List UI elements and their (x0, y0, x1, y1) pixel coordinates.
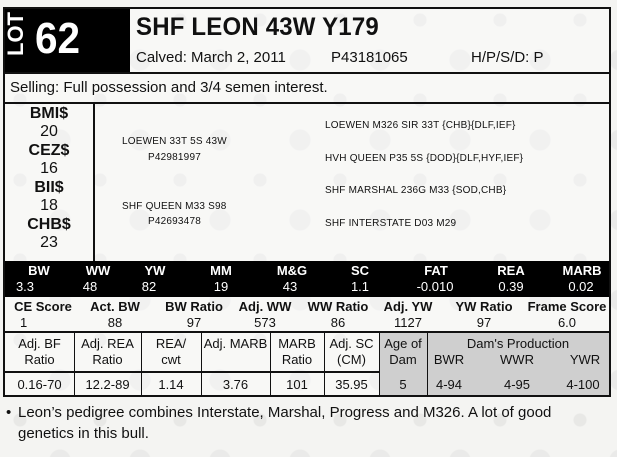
bull-name: SHF LEON 43W Y179 (136, 13, 379, 41)
epd-value: 1.1 (350, 279, 370, 294)
sale-note (6, 402, 606, 444)
carcass-header-line: Adj. REA (81, 336, 134, 351)
carcass-value: 1.14 (158, 377, 184, 392)
pedigree-section (5, 104, 609, 261)
perf-value: 573 (254, 315, 276, 330)
carcass-header (141, 336, 201, 368)
sale-note-text: Leon’s pedigree combines Interstate, Marshal, Progress and M326. A lot of good genetics in this bull. (18, 404, 552, 442)
selling-terms: Selling: Full possession and 3/4 semen interest. (5, 74, 609, 104)
registration-number: P43181065 (331, 49, 408, 66)
carcass-header-line: Dam (389, 352, 417, 367)
lot-card (3, 7, 611, 397)
epd-value: 43 (282, 279, 298, 294)
carcass-value: 12.2-89 (85, 377, 130, 392)
dam-sire-name: SHF MARSHAL 236G M33 {SOD,CHB} (325, 185, 507, 196)
perf-header: Adj. WW (238, 299, 292, 314)
epd-header: SC (350, 263, 370, 278)
epd-value: 0.39 (498, 279, 524, 294)
index-label: BII$ (34, 179, 64, 196)
perf-header: BW Ratio (165, 299, 223, 314)
carcass-header-line: Adj. SC (329, 336, 374, 351)
perf-value: 88 (107, 315, 123, 330)
index-bii (5, 179, 93, 215)
dam-age-header (379, 336, 427, 368)
epd-header: WW (85, 263, 111, 278)
dam-production-value: 4-94 (435, 377, 463, 392)
perf-value: 97 (186, 315, 202, 330)
index-label: BMI$ (29, 105, 69, 122)
carcass-header-row (5, 333, 609, 373)
dam-name: SHF QUEEN M33 S98 (122, 201, 227, 212)
carcass-header-line: Ratio (92, 352, 123, 367)
perf-header: YW Ratio (455, 299, 513, 314)
epd-header: YW (144, 263, 166, 278)
sire-sire-name: LOEWEN M326 SIR 33T {CHB}{DLF,IEF} (325, 120, 516, 131)
index-bmi (5, 105, 93, 141)
dam-production-value: 4-95 (503, 377, 531, 392)
index-value: 20 (40, 123, 58, 140)
carcass-header-line: Adj. BF (18, 336, 61, 351)
dam-registration: P42693478 (148, 216, 201, 227)
epd-value: 3.3 (15, 279, 35, 294)
lot-number: 62 (35, 14, 81, 63)
dam-production-header: Dam's Production (466, 336, 570, 351)
lot-number-box (5, 9, 130, 72)
dam-dam-name: SHF INTERSTATE D03 M29 (325, 218, 457, 229)
epd-header: BW (28, 263, 50, 278)
epd-value: 0.02 (568, 279, 594, 294)
perf-value: 1 (20, 315, 28, 330)
calved-date: Calved: March 2, 2011 (136, 49, 286, 66)
dam-production-subheader: YWR (569, 352, 601, 367)
perf-header: WW Ratio (307, 299, 369, 314)
dam-age-value: 5 (399, 377, 407, 392)
carcass-value: 35.95 (335, 377, 368, 392)
epd-value: 19 (213, 279, 229, 294)
carcass-header-line: Ratio (24, 352, 55, 367)
dam-production-subheader: BWR (433, 352, 465, 367)
carcass-header (270, 336, 324, 368)
epd-header: FAT (424, 263, 448, 278)
carcass-header-line: REA/ (155, 336, 187, 351)
carcass-header (324, 336, 379, 368)
index-value: 16 (40, 160, 58, 177)
index-label: CHB$ (27, 216, 71, 233)
carcass-header-line: (CM) (337, 352, 366, 367)
perf-value: 86 (330, 315, 346, 330)
carcass-values-row (5, 373, 609, 395)
index-value: 18 (40, 197, 58, 214)
perf-value: 1127 (394, 315, 422, 330)
carcass-header-line: Adj. MARB (203, 336, 268, 351)
dam-production-value: 4-100 (566, 377, 600, 392)
perf-header: Frame Score (527, 299, 607, 314)
carcass-header-line: cwt (161, 352, 181, 367)
sire-dam-name: HVH QUEEN P35 5S {DOD}{DLF,HYF,IEF} (325, 153, 524, 164)
index-column (5, 104, 95, 261)
perf-value: 97 (476, 315, 492, 330)
epd-value: -0.010 (416, 279, 454, 294)
carcass-header-line: Age of (384, 336, 422, 351)
epd-header: M&G (276, 263, 308, 278)
carcass-value: 101 (286, 377, 308, 392)
carcass-header (201, 336, 270, 352)
carcass-header (5, 336, 74, 368)
index-value: 23 (40, 234, 58, 251)
carcass-header-line: Ratio (281, 352, 313, 367)
perf-header: Act. BW (90, 299, 140, 314)
epd-header: REA (497, 263, 525, 278)
epd-value: 82 (141, 279, 157, 294)
carcass-header-line: MARB (278, 336, 316, 351)
perf-value: 6.0 (557, 315, 577, 330)
dam-production-subheader: WWR (500, 352, 534, 367)
epd-value: 48 (82, 279, 98, 294)
carcass-value: 0.16-70 (17, 377, 62, 392)
epd-header: MARB (562, 263, 602, 278)
index-cez (5, 142, 93, 178)
epd-row (5, 261, 609, 297)
perf-header: CE Score (14, 299, 72, 314)
carcass-value: 3.76 (222, 377, 249, 392)
performance-row (5, 297, 609, 333)
perf-header: Adj. YW (383, 299, 433, 314)
hpsd-status: H/P/S/D: P (471, 49, 544, 66)
epd-header: MM (210, 263, 232, 278)
index-chb (5, 216, 93, 252)
sire-registration: P42981997 (148, 152, 201, 163)
lot-header (5, 9, 609, 74)
lot-label: LOT (3, 12, 28, 56)
index-label: CEZ$ (28, 142, 70, 159)
carcass-header (74, 336, 141, 368)
bullet-icon: • (6, 404, 12, 421)
sire-name: LOEWEN 33T 5S 43W (122, 136, 227, 147)
